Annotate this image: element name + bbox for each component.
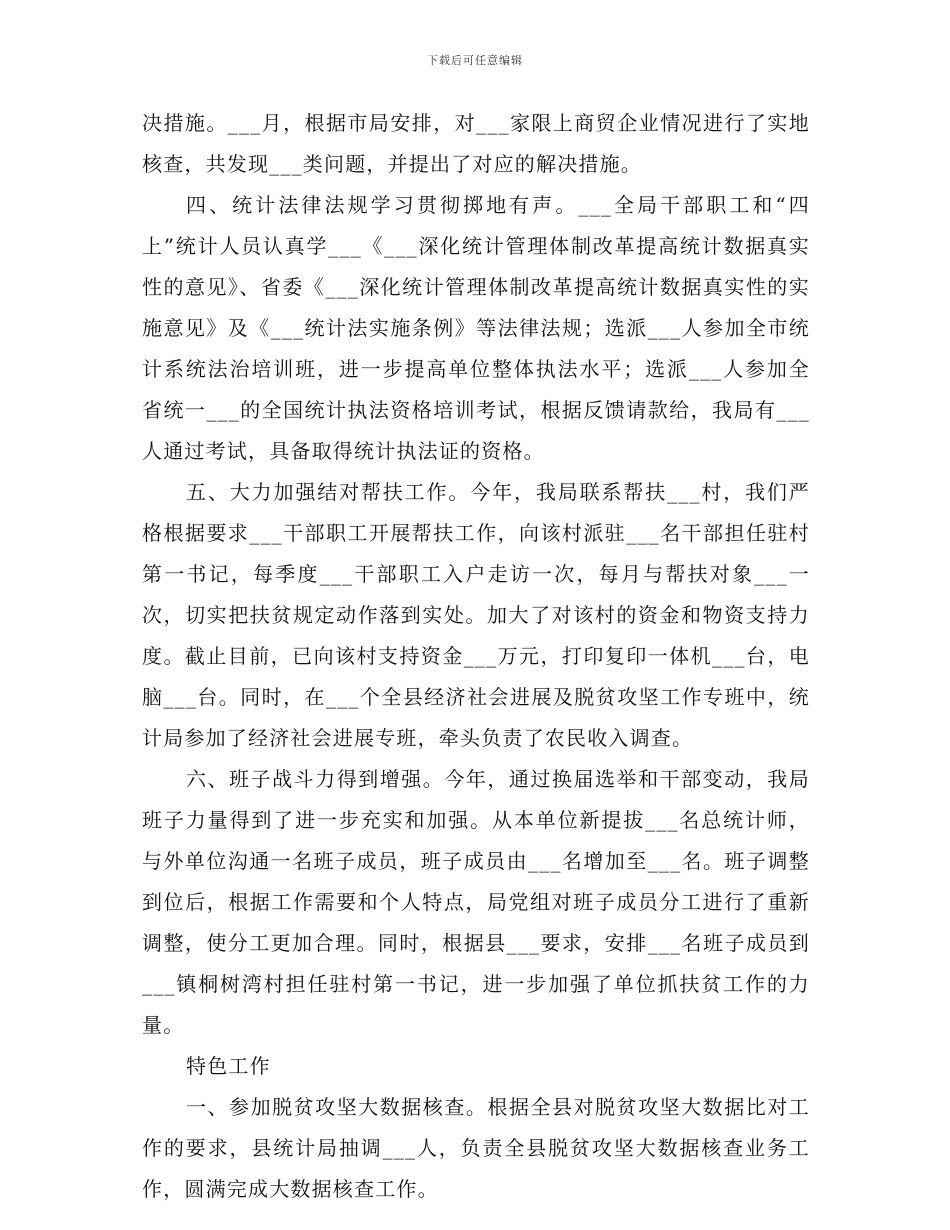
paragraph-1: 决措施。___月，根据市局安排，对___家限上商贸企业情况进行了实地核查，共发现___类问题，并提出了对应的解决措施。 — [142, 111, 810, 176]
document-body — [142, 103, 810, 1210]
paragraph-3: 五、大力加强结对帮扶工作。今年，我局联系帮扶___村，我们严格根据要求___干部职工开展帮扶工作，向该村派驻___名干部担任驻村第一书记，每季度___干部职工入户走访一次，每月与帮扶对象___一次，切实把扶贫规定动作落到实处。加大了对该村的资金和物资支持力度。截止目前，已向该村支持资金___万元，打印复印一体机___台，电脑___台。同时，在___个全县经济社会进展及脱贫攻坚工作专班中，统计局参加了经济社会进展专班，牵头负责了农民收入调查。 — [142, 480, 810, 750]
page-header: 下载后可任意编辑 — [427, 54, 523, 67]
paragraph-2: 四、统计法律法规学习贯彻掷地有声。___全局干部职工和“四上”统计人员认真学___《___深化统计管理体制改革提高统计数据真实性的意见》、省委《___深化统计管理体制改革提高统计数据真实性的实施意见》及《___统计法实施条例》等法律法规；选派___人参加全市统计系统法治培训班，进一步提高单位整体执法水平；选派___人参加全省统一___的全国统计执法资格培训考试，根据反馈请款给，我局有___人通过考试，具备取得统计执法证的资格。 — [142, 193, 810, 463]
paragraph-4: 六、班子战斗力得到增强。今年，通过换届选举和干部变动，我局班子力量得到了进一步充实和加强。从本单位新提拔___名总统计师，与外单位沟通一名班子成员，班子成员由___名增加至___名。班子调整到位后，根据工作需要和个人特点，局党组对班子成员分工进行了重新调整，使分工更加合理。同时，根据县___要求，安排___名班子成员到___镇桐树湾村担任驻村第一书记，进一步加强了单位抓扶贫工作的力量。 — [142, 767, 810, 1037]
paragraph-5: 一、参加脱贫攻坚大数据核查。根据全县对脱贫攻坚大数据比对工作的要求，县统计局抽调___人，负责全县脱贫攻坚大数据核查业务工作，圆满完成大数据核查工作。 — [142, 1095, 810, 1201]
section-heading: 特色工作 — [186, 1054, 271, 1078]
